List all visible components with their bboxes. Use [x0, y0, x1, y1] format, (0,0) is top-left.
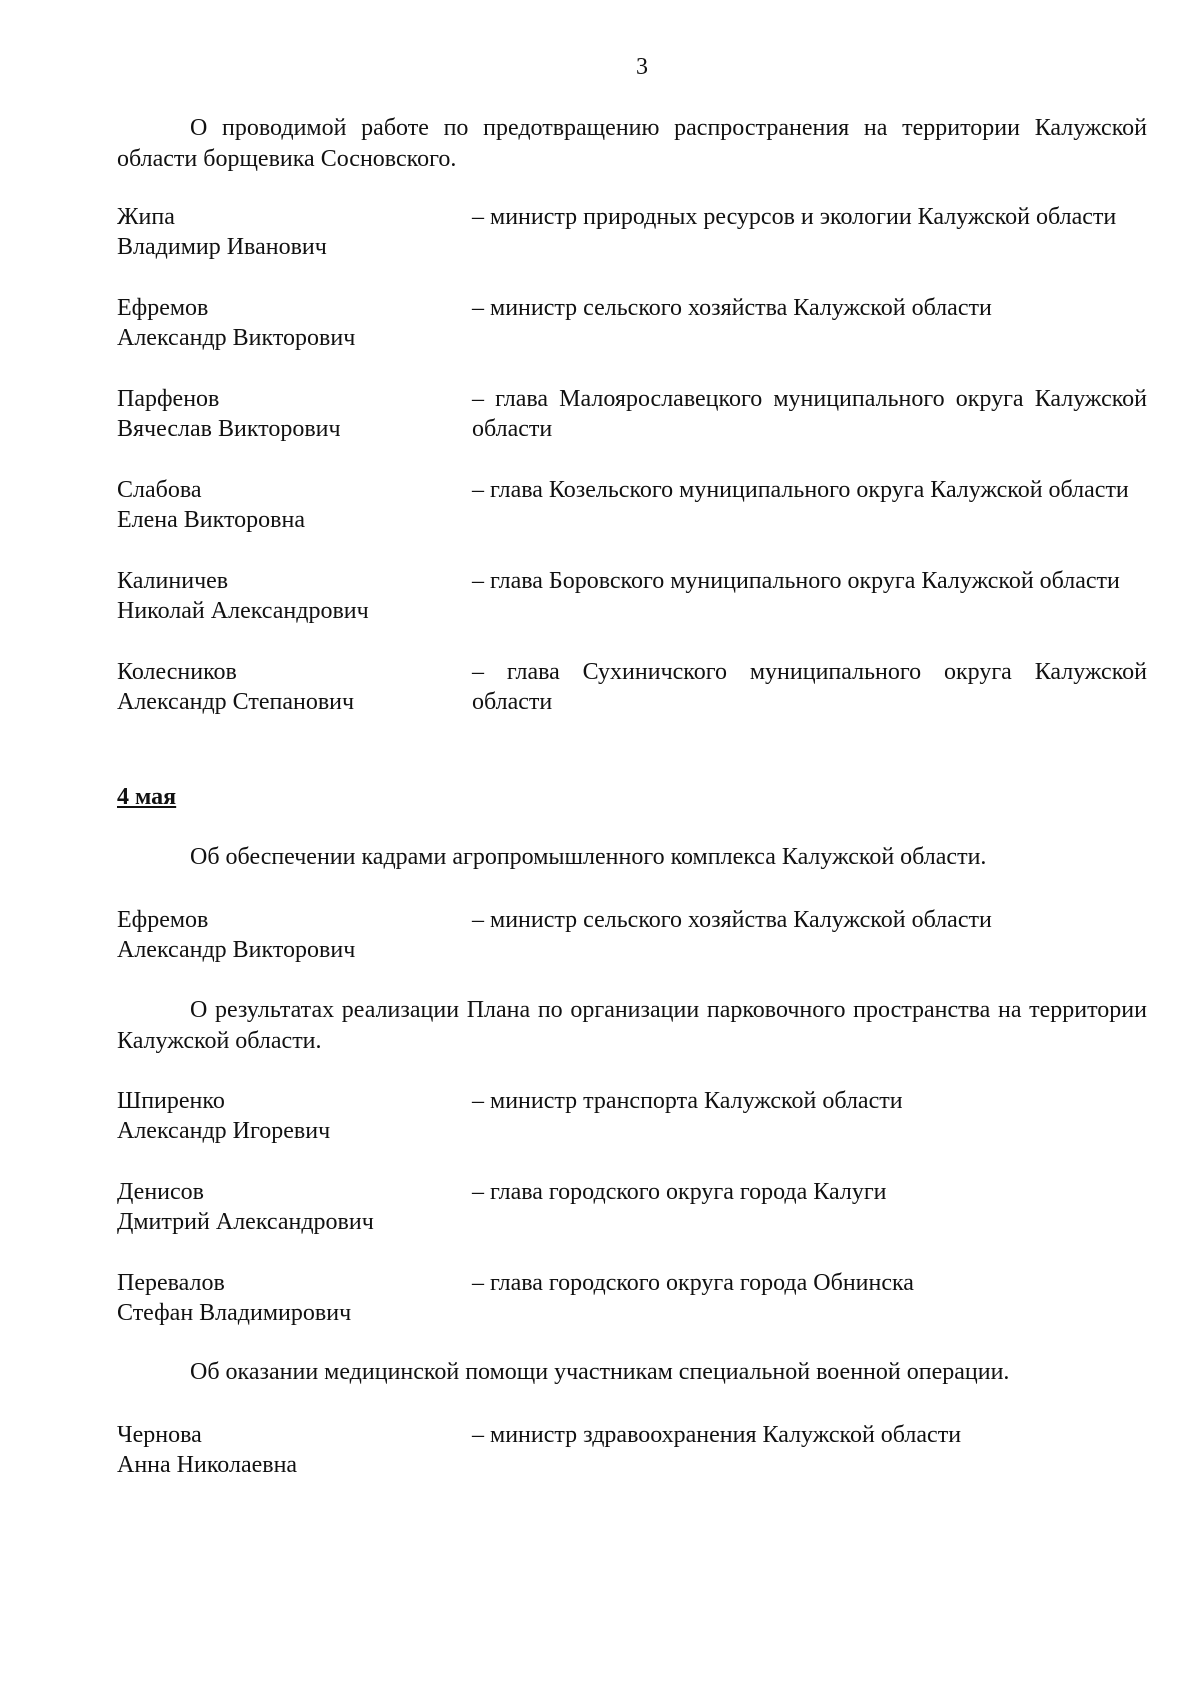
speaker-name — [117, 1420, 457, 1480]
speaker-surname: Шпиренко — [117, 1088, 225, 1114]
speaker-role: – глава городского округа города Калуги — [472, 1179, 887, 1205]
speaker-surname: Чернова — [117, 1422, 202, 1448]
speaker-given-name: Николай Александрович — [117, 598, 369, 624]
speaker-surname: Перевалов — [117, 1270, 225, 1296]
speaker-surname: Колесников — [117, 659, 237, 685]
speaker-surname: Жипа — [117, 204, 175, 230]
agenda-topic: О результатах реализации Плана по организации парковочного пространства на территории Калужской области. — [117, 997, 1147, 1054]
agenda-topic: О проводимой работе по предотвращению распространения на территории Калужской области борщевика Сосновского. — [117, 115, 1147, 172]
speaker-role: – министр транспорта Калужской области — [472, 1088, 903, 1114]
speaker-role: – министр сельского хозяйства Калужской области — [472, 295, 992, 321]
speaker-surname: Слабова — [117, 477, 202, 503]
speaker-given-name: Дмитрий Александрович — [117, 1209, 374, 1235]
speaker-role: – министр здравоохранения Калужской области — [472, 1422, 962, 1448]
speaker-given-name: Александр Викторович — [117, 325, 356, 351]
speaker-given-name: Елена Викторовна — [117, 507, 305, 533]
speaker-role: – глава Козельского муниципального округа Калужской области — [472, 477, 1129, 503]
speaker-name — [117, 475, 457, 535]
speaker-role: – глава городского округа города Обнинска — [472, 1270, 914, 1296]
speaker-name — [117, 1086, 457, 1146]
speaker-given-name: Александр Степанович — [117, 689, 355, 715]
speaker-surname: Денисов — [117, 1179, 204, 1205]
speaker-surname: Парфенов — [117, 386, 220, 412]
speaker-role: – министр сельского хозяйства Калужской области — [472, 907, 992, 933]
speaker-given-name: Александр Викторович — [117, 937, 356, 963]
speaker-given-name: Александр Игоревич — [117, 1118, 331, 1144]
page-number: 3 — [636, 54, 648, 80]
agenda-topic: Об оказании медицинской помощи участникам специальной военной операции. — [190, 1359, 1010, 1385]
speaker-role: – глава Малоярославецкого муниципального округа Калужской области — [472, 386, 1147, 442]
speaker-name — [117, 202, 457, 262]
speaker-name — [117, 1268, 457, 1328]
speaker-role: – министр природных ресурсов и экологии Калужской области — [472, 204, 1117, 230]
speaker-given-name: Владимир Иванович — [117, 234, 327, 260]
speaker-given-name: Стефан Владимирович — [117, 1300, 352, 1326]
speaker-name — [117, 566, 457, 626]
speaker-given-name: Анна Николаевна — [117, 1452, 298, 1478]
date-heading: 4 мая — [117, 784, 177, 810]
agenda-topic: Об обеспечении кадрами агропромышленного комплекса Калужской области. — [190, 844, 987, 870]
speaker-given-name: Вячеслав Викторович — [117, 416, 341, 442]
speaker-role: – глава Боровского муниципального округа Калужской области — [472, 568, 1120, 594]
speaker-name — [117, 384, 457, 444]
speaker-role: – глава Сухиничского муниципального округа Калужской области — [472, 659, 1147, 715]
speaker-surname: Калиничев — [117, 568, 229, 594]
speaker-surname: Ефремов — [117, 295, 209, 321]
speaker-name — [117, 1177, 457, 1237]
speaker-surname: Ефремов — [117, 907, 209, 933]
speaker-name — [117, 657, 457, 717]
speaker-name — [117, 293, 457, 353]
speaker-name — [117, 905, 457, 965]
